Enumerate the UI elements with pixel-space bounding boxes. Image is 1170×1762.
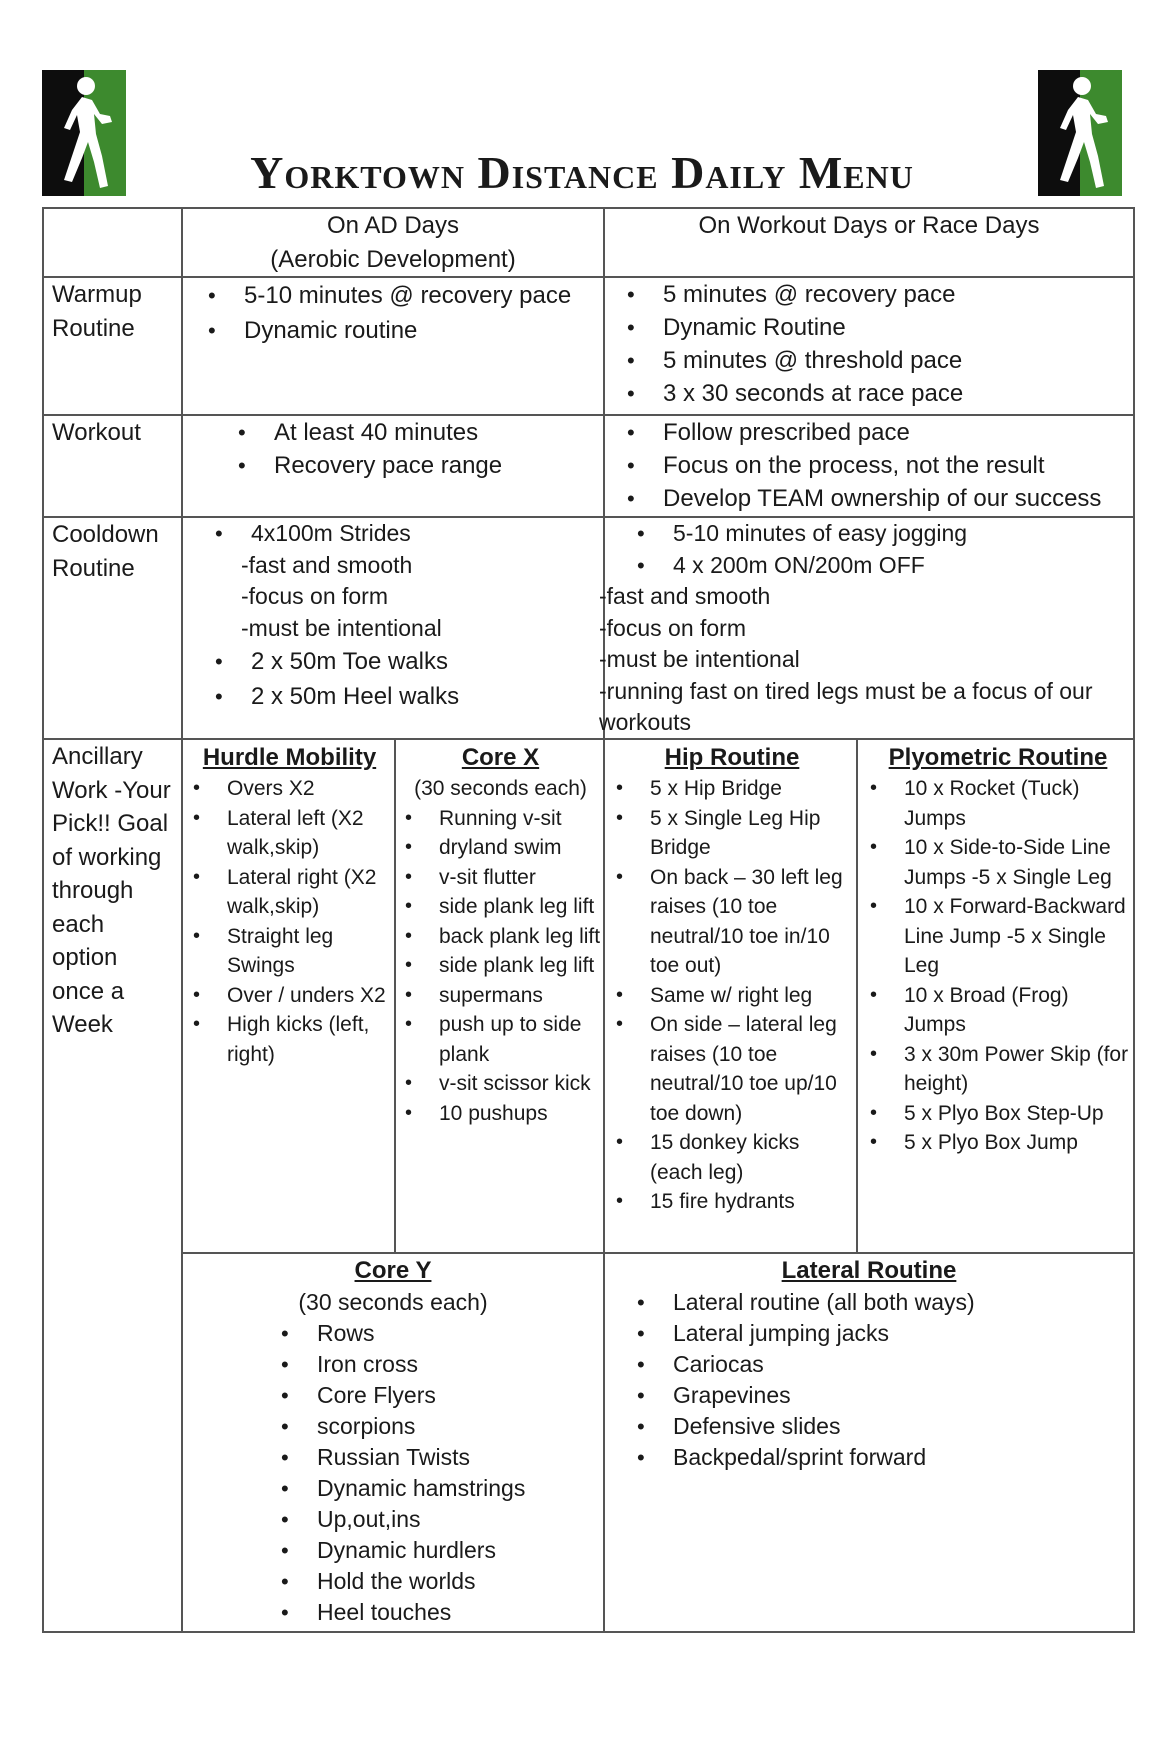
- hip-routine-list: [610, 774, 854, 1217]
- core-y-note: (30 seconds each): [298, 1289, 488, 1315]
- lateral-routine-list: [631, 1287, 1133, 1473]
- list-item: • On side – lateral leg raises (10 toe neutral/10 toe up/10 toe down): [610, 1010, 854, 1128]
- list-item: • Hold the worlds: [275, 1566, 603, 1597]
- list-item: • Up,out,ins: [275, 1504, 603, 1535]
- plyometric-routine-cell: [864, 742, 1132, 1158]
- warmup-workout-cell: [621, 278, 1131, 410]
- list-item: • 5 x Plyo Box Jump: [864, 1128, 1132, 1158]
- core-x-note: (30 seconds each): [414, 777, 587, 800]
- list-item: • push up to side plank: [399, 1010, 602, 1069]
- core-x-title: Core X: [461, 744, 540, 771]
- list-item: • Backpedal/sprint forward: [631, 1442, 1133, 1473]
- hurdle-mobility-cell: [187, 742, 392, 1069]
- list-item: • 15 donkey kicks (each leg): [610, 1128, 854, 1187]
- workout-label: Workout: [52, 419, 141, 446]
- list-item: • Dynamic routine: [202, 313, 602, 348]
- core-x-list: [399, 804, 602, 1129]
- cooldown-note: -must be intentional: [241, 614, 442, 641]
- workout-ad-list: [232, 416, 602, 482]
- plyometric-routine-title: Plyometric Routine: [888, 744, 1108, 771]
- list-item: • Dynamic hurdlers: [275, 1535, 603, 1566]
- cooldown-ad-cell: [209, 518, 601, 714]
- list-item: • 2 x 50m Heel walks: [209, 679, 601, 714]
- list-item: • v-sit flutter: [399, 863, 602, 893]
- list-item: • 5-10 minutes @ recovery pace: [202, 278, 602, 313]
- cooldown-note: -focus on form: [241, 583, 388, 609]
- list-item: • Same w/ right leg: [610, 981, 854, 1011]
- hurdle-mobility-list: [187, 774, 392, 1069]
- list-item: • Follow prescribed pace: [621, 416, 1131, 449]
- list-item: • Develop TEAM ownership of our success: [621, 482, 1131, 515]
- cooldown-note: -fast and smooth: [599, 583, 771, 609]
- list-item: • Overs X2: [187, 774, 392, 804]
- list-item: • Heel touches: [275, 1597, 603, 1628]
- core-x-cell: [399, 742, 602, 1128]
- list-item: • 5 minutes @ threshold pace: [621, 344, 1131, 377]
- list-item: • 3 x 30 seconds at race pace: [621, 377, 1131, 410]
- list-item: • Grapevines: [631, 1380, 1133, 1411]
- list-item: • Dynamic hamstrings: [275, 1473, 603, 1504]
- list-item: • Over / unders X2: [187, 981, 392, 1011]
- runner-icon: [42, 70, 126, 196]
- header-workout-days: On Workout Days or Race Days: [698, 212, 1040, 239]
- list-item: • On back – 30 left leg raises (10 toe neutral/10 toe in/10 toe out): [610, 863, 854, 981]
- ancillary-label: Ancillary Work -Your Pick!! Goal of working through each option once a Week: [52, 743, 171, 1038]
- list-item: • 4 x 200m ON/200m OFF: [631, 550, 1136, 582]
- list-item: • v-sit scissor kick: [399, 1069, 602, 1099]
- list-item: • 15 fire hydrants: [610, 1187, 854, 1217]
- list-item: • At least 40 minutes: [232, 416, 602, 449]
- workout-workout-list: [621, 416, 1131, 515]
- list-item: • Rows: [275, 1318, 603, 1349]
- list-item: • side plank leg lift: [399, 951, 602, 981]
- list-item: • side plank leg lift: [399, 892, 602, 922]
- cooldown-note: -fast and smooth: [241, 551, 413, 578]
- page-title: Yorktown Distance Daily Menu: [250, 147, 914, 198]
- header: [42, 70, 1122, 200]
- list-item: • Iron cross: [275, 1349, 603, 1380]
- list-item: • Lateral left (X2 walk,skip): [187, 804, 392, 863]
- list-item: • Core Flyers: [275, 1380, 603, 1411]
- list-item: • supermans: [399, 981, 602, 1011]
- list-item: • dryland swim: [399, 833, 602, 863]
- list-item: • 5 minutes @ recovery pace: [621, 278, 1131, 311]
- plyometric-routine-list: [864, 774, 1132, 1158]
- cooldown-note: -must be intentional: [599, 646, 800, 672]
- row-divider: [183, 1252, 1133, 1254]
- list-item: • Russian Twists: [275, 1442, 603, 1473]
- hurdle-mobility-title: Hurdle Mobility: [202, 744, 377, 771]
- list-item: • 10 x Forward-Backward Line Jump -5 x Single Leg: [864, 892, 1132, 981]
- col-divider: [856, 738, 858, 1252]
- list-item: • 2 x 50m Toe walks: [209, 644, 601, 679]
- workout-workout-cell: [621, 416, 1131, 515]
- list-item: • Lateral jumping jacks: [631, 1318, 1133, 1349]
- list-item: • Defensive slides: [631, 1411, 1133, 1442]
- core-y-list: [275, 1318, 603, 1628]
- core-y-cell: [183, 1255, 603, 1628]
- list-item: • 10 x Broad (Frog) Jumps: [864, 981, 1132, 1040]
- runner-logo-left: [42, 70, 126, 196]
- list-item: • 5 x Plyo Box Step-Up: [864, 1099, 1132, 1129]
- list-item: • 5 x Single Leg Hip Bridge: [610, 804, 854, 863]
- runner-icon: [1038, 70, 1122, 196]
- list-item: • Dynamic Routine: [621, 311, 1131, 344]
- warmup-ad-cell: [202, 278, 602, 348]
- list-item: • 5 x Hip Bridge: [610, 774, 854, 804]
- cooldown-workout-cell: [599, 518, 1136, 739]
- warmup-workout-list: [621, 278, 1131, 410]
- list-item: • Lateral right (X2 walk,skip): [187, 863, 392, 922]
- list-item: • Lateral routine (all both ways): [631, 1287, 1133, 1318]
- workout-ad-cell: [232, 416, 602, 482]
- list-item: • Straight leg Swings: [187, 922, 392, 981]
- list-item: • 10 x Rocket (Tuck) Jumps: [864, 774, 1132, 833]
- runner-logo-right: [1038, 70, 1122, 196]
- list-item: • 10 x Side-to-Side Line Jumps -5 x Single Leg: [864, 833, 1132, 892]
- list-item: • Running v-sit: [399, 804, 602, 834]
- hip-routine-cell: [610, 742, 854, 1217]
- list-item: • Cariocas: [631, 1349, 1133, 1380]
- warmup-label: Warmup Routine: [52, 281, 142, 342]
- list-item: • 3 x 30m Power Skip (for height): [864, 1040, 1132, 1099]
- lateral-routine-title: Lateral Routine: [781, 1257, 957, 1284]
- cooldown-label: Cooldown Routine: [52, 521, 159, 582]
- header-ad-days: On AD Days (Aerobic Development): [270, 212, 516, 273]
- list-item: • 4x100m Strides: [209, 518, 601, 550]
- list-item: • Recovery pace range: [232, 449, 602, 482]
- lateral-routine-cell: [605, 1255, 1133, 1473]
- menu-table: [42, 207, 1135, 1633]
- list-item: • scorpions: [275, 1411, 603, 1442]
- cooldown-note: -focus on form: [599, 614, 746, 641]
- list-item: • 10 pushups: [399, 1099, 602, 1129]
- hip-routine-title: Hip Routine: [664, 744, 800, 771]
- core-y-title: Core Y: [354, 1257, 432, 1284]
- warmup-ad-list: [202, 278, 602, 348]
- col-divider: [394, 738, 396, 1252]
- list-item: • High kicks (left, right): [187, 1010, 392, 1069]
- list-item: • back plank leg lift: [399, 922, 602, 952]
- list-item: • Focus on the process, not the result: [621, 449, 1131, 482]
- list-item: • 5-10 minutes of easy jogging: [631, 518, 1136, 550]
- cooldown-note: -running fast on tired legs must be a focus of our workouts: [599, 677, 1093, 735]
